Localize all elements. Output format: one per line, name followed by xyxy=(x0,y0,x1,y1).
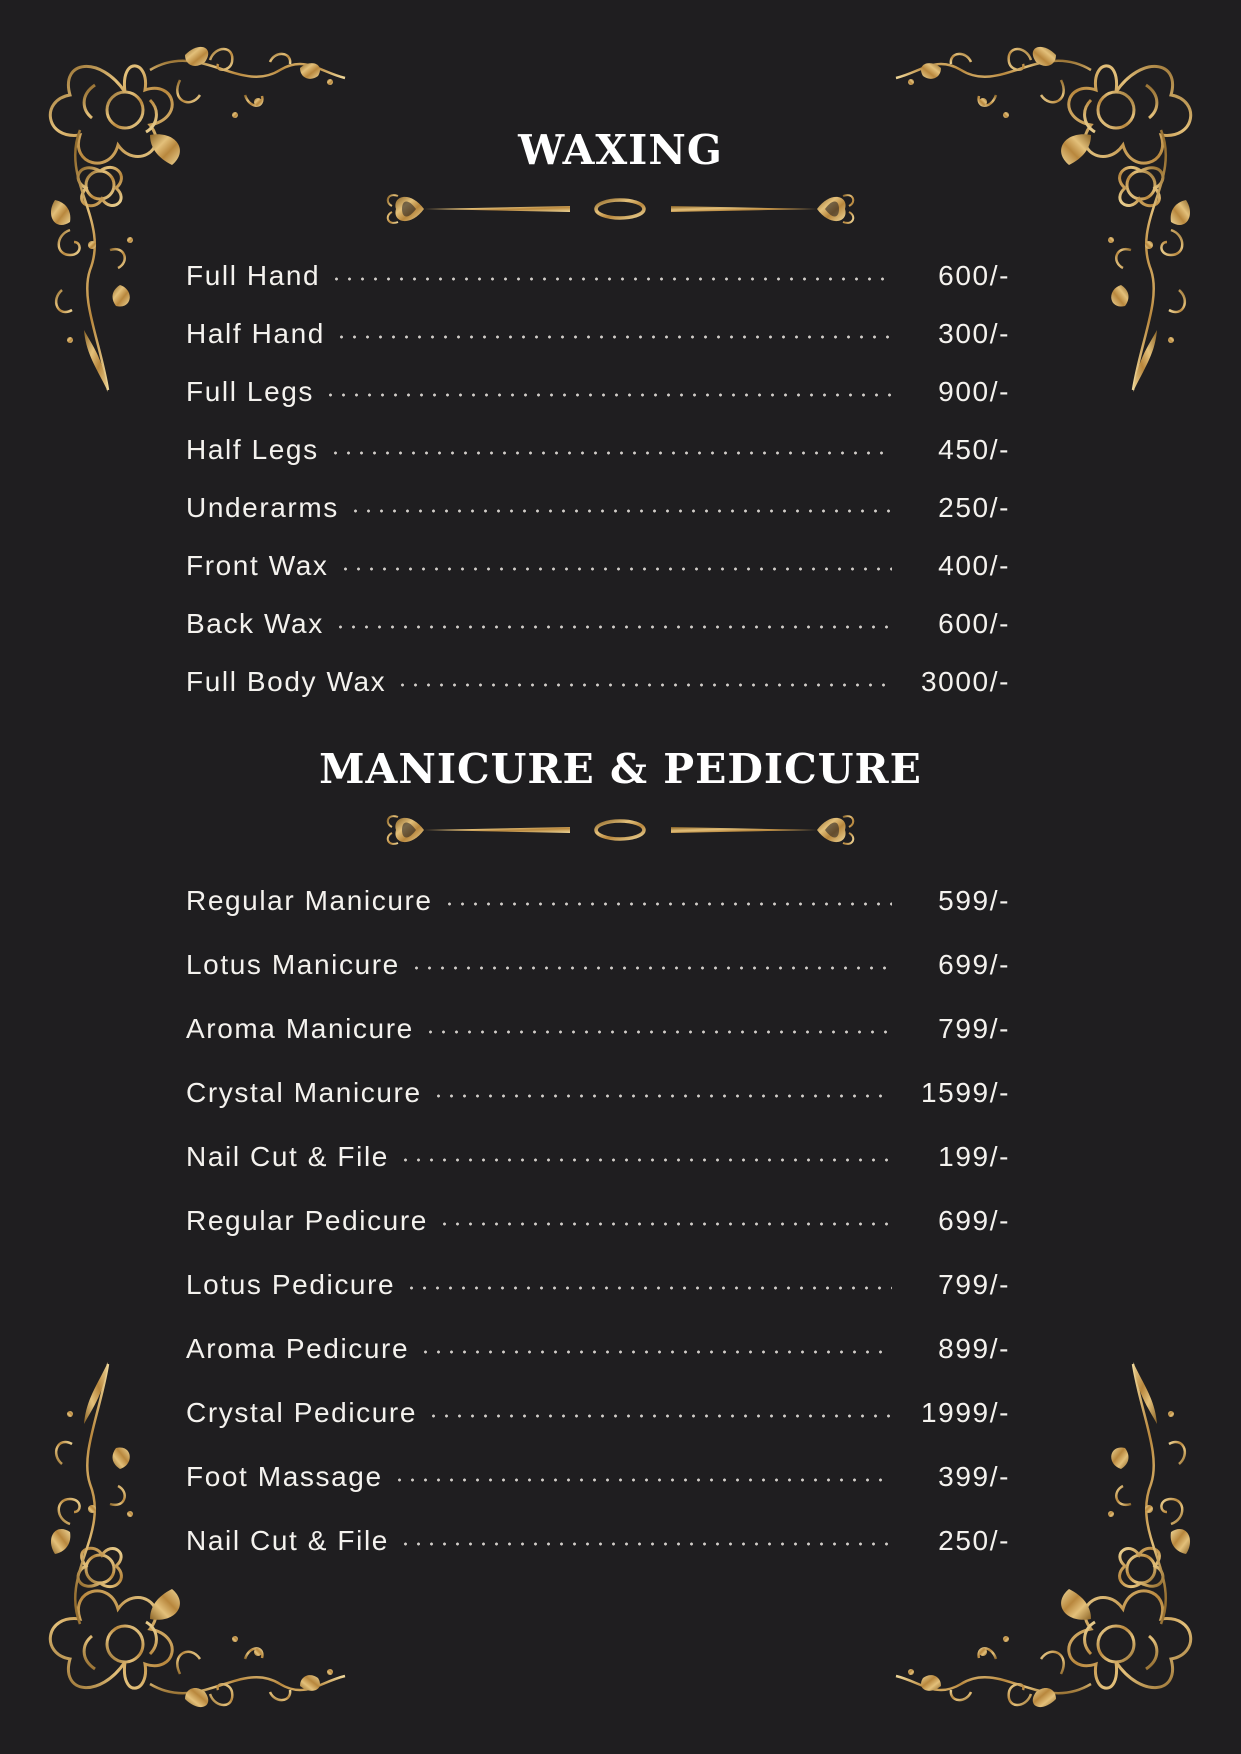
dot-leader xyxy=(419,1350,892,1354)
dot-leader xyxy=(334,625,892,629)
service-price: 450/- xyxy=(938,434,1010,465)
dot-leader xyxy=(330,277,892,281)
service-name: Back Wax xyxy=(186,608,324,639)
service-price: 600/- xyxy=(938,608,1010,639)
dot-leader xyxy=(438,1222,892,1226)
service-price: 699/- xyxy=(938,1205,1010,1236)
ornamental-divider-icon xyxy=(380,803,861,857)
service-name: Regular Pedicure xyxy=(186,1205,428,1236)
price-row xyxy=(186,1137,1010,1177)
price-row xyxy=(186,945,1010,985)
dot-leader xyxy=(443,902,892,906)
dot-leader xyxy=(396,683,892,687)
dot-leader xyxy=(399,1158,892,1162)
dot-leader xyxy=(424,1030,892,1034)
service-name: Full Legs xyxy=(186,376,315,407)
service-price: 799/- xyxy=(938,1269,1010,1300)
ornamental-divider-icon xyxy=(380,182,861,236)
service-price: 1999/- xyxy=(921,1397,1010,1428)
service-name: Aroma Manicure xyxy=(186,1013,414,1044)
price-row xyxy=(186,256,1010,296)
price-row xyxy=(186,662,1010,702)
price-row xyxy=(186,488,1010,528)
service-name: Nail Cut & File xyxy=(186,1525,389,1556)
price-row xyxy=(186,1521,1010,1561)
service-price: 399/- xyxy=(938,1461,1010,1492)
price-row xyxy=(186,430,1010,470)
service-name: Crystal Pedicure xyxy=(186,1397,418,1428)
service-price: 199/- xyxy=(938,1141,1010,1172)
service-name: Aroma Pedicure xyxy=(186,1333,410,1364)
service-name: Underarms xyxy=(186,492,339,523)
service-name: Half Legs xyxy=(186,434,319,465)
service-price: 899/- xyxy=(938,1333,1010,1364)
price-row xyxy=(186,314,1010,354)
service-name: Front Wax xyxy=(186,550,329,581)
dot-leader xyxy=(335,335,892,339)
service-price: 250/- xyxy=(938,1525,1010,1556)
dot-leader xyxy=(349,509,892,513)
price-row xyxy=(186,881,1010,921)
price-row xyxy=(186,546,1010,586)
service-name: Regular Manicure xyxy=(186,885,433,916)
price-row xyxy=(186,1265,1010,1305)
dot-leader xyxy=(324,393,892,397)
service-price: 599/- xyxy=(938,885,1010,916)
service-price: 799/- xyxy=(938,1013,1010,1044)
service-price: 250/- xyxy=(938,492,1010,523)
service-name: Half Hand xyxy=(186,318,325,349)
service-price: 300/- xyxy=(938,318,1010,349)
dot-leader xyxy=(405,1286,892,1290)
service-price: 1599/- xyxy=(921,1077,1010,1108)
dot-leader xyxy=(432,1094,892,1098)
service-price: 699/- xyxy=(938,949,1010,980)
price-row xyxy=(186,1073,1010,1113)
service-name: Crystal Manicure xyxy=(186,1077,422,1108)
section-title-waxing: WAXING xyxy=(518,126,723,174)
service-price: 400/- xyxy=(938,550,1010,581)
price-row xyxy=(186,1009,1010,1049)
service-name: Nail Cut & File xyxy=(186,1141,389,1172)
service-name: Full Hand xyxy=(186,260,321,291)
service-name: Foot Massage xyxy=(186,1461,383,1492)
price-row xyxy=(186,1457,1010,1497)
service-name: Lotus Manicure xyxy=(186,949,400,980)
dot-leader xyxy=(329,451,892,455)
service-price: 3000/- xyxy=(921,666,1010,697)
dot-leader xyxy=(410,966,892,970)
price-row xyxy=(186,1329,1010,1369)
service-name: Lotus Pedicure xyxy=(186,1269,396,1300)
price-row xyxy=(186,1393,1010,1433)
service-price: 600/- xyxy=(938,260,1010,291)
dot-leader xyxy=(393,1478,892,1482)
dot-leader xyxy=(399,1542,892,1546)
dot-leader xyxy=(427,1414,892,1418)
price-row xyxy=(186,604,1010,644)
section-title-manicure-pedicure: MANICURE & PEDICURE xyxy=(319,745,922,793)
price-row xyxy=(186,1201,1010,1241)
price-row xyxy=(186,372,1010,412)
service-name: Full Body Wax xyxy=(186,666,387,697)
service-price: 900/- xyxy=(938,376,1010,407)
dot-leader xyxy=(339,567,893,571)
